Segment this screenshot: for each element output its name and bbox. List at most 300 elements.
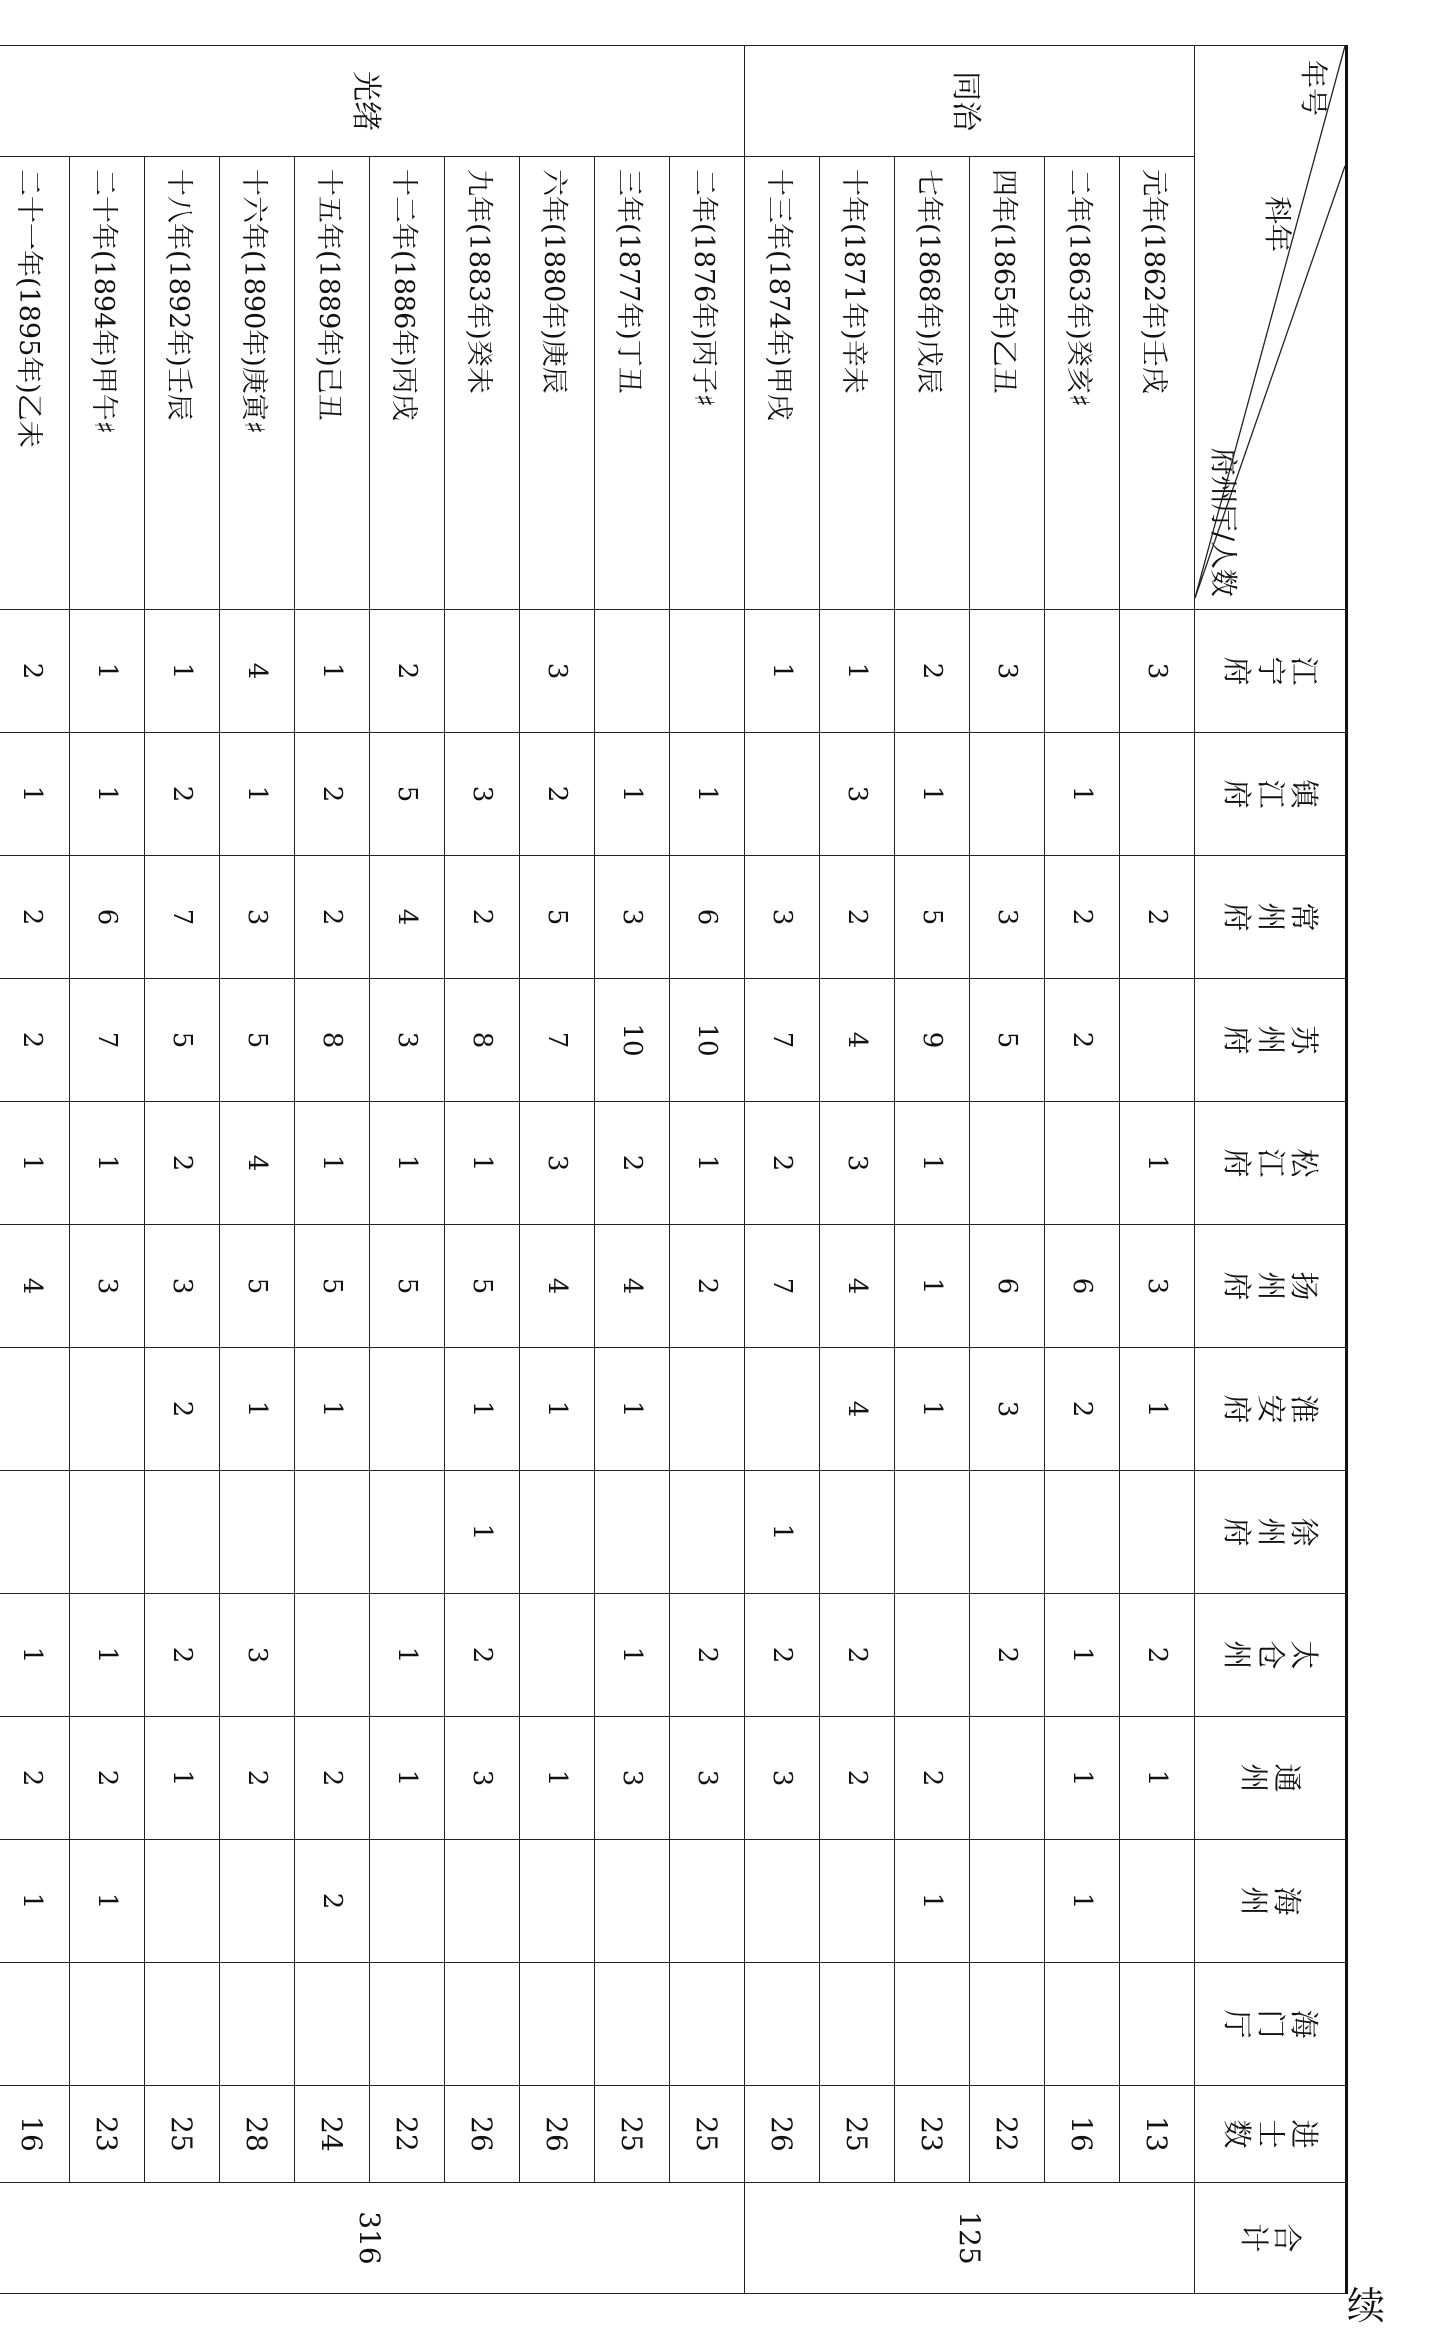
count-cell xyxy=(745,1840,820,1963)
continuation-mark: 续 xyxy=(1347,2284,1386,2328)
count-cell xyxy=(670,610,745,733)
jinshi-count-cell: 26 xyxy=(745,2086,820,2183)
count-cell xyxy=(895,1594,970,1717)
table-row xyxy=(445,46,520,2294)
count-cell: 1 xyxy=(145,1717,220,1840)
count-cell: 1 xyxy=(0,1102,70,1225)
count-cell: 7 xyxy=(70,979,145,1102)
count-cell xyxy=(970,1963,1045,2086)
count-cell: 3 xyxy=(220,1594,295,1717)
count-cell: 1 xyxy=(370,1717,445,1840)
count-cell: 2 xyxy=(295,856,370,979)
table-row xyxy=(745,46,820,2294)
count-cell: 3 xyxy=(820,1102,895,1225)
count-cell: 1 xyxy=(895,733,970,856)
count-cell xyxy=(895,1963,970,2086)
count-cell: 1 xyxy=(520,1348,595,1471)
count-cell: 6 xyxy=(70,856,145,979)
count-cell: 2 xyxy=(1045,856,1120,979)
column-header-11 xyxy=(1195,1963,1347,2086)
count-cell xyxy=(745,1348,820,1471)
count-cell xyxy=(370,1471,445,1594)
column-header-1-char: 镇 xyxy=(1287,779,1322,809)
column-header-3-char: 府 xyxy=(1220,1025,1255,1055)
column-header-6 xyxy=(1195,1348,1347,1471)
table-row xyxy=(295,46,370,2294)
year-cell: 二十年(1894年)甲午♯ xyxy=(70,157,145,610)
column-header-3-char: 州 xyxy=(1253,1025,1288,1055)
era-cell: 光绪 xyxy=(0,46,745,157)
year-cell: 十五年(1889年)己丑 xyxy=(295,157,370,610)
column-header-2-char: 常 xyxy=(1287,902,1322,932)
jinshi-count-cell: 23 xyxy=(895,2086,970,2183)
count-cell: 3 xyxy=(445,1717,520,1840)
count-cell: 1 xyxy=(70,733,145,856)
column-header-9-char: 州 xyxy=(1237,1763,1271,1793)
column-header-5-char: 扬 xyxy=(1287,1271,1322,1301)
count-cell: 2 xyxy=(595,1102,670,1225)
column-header-6-char: 安 xyxy=(1253,1394,1288,1424)
era-cell: 同治 xyxy=(745,46,1195,157)
count-cell xyxy=(370,1840,445,1963)
table-row xyxy=(220,46,295,2294)
count-cell: 1 xyxy=(0,1594,70,1717)
count-cell xyxy=(1120,1963,1195,2086)
column-header-0-char: 府 xyxy=(1220,656,1255,686)
count-cell: 1 xyxy=(745,610,820,733)
count-cell: 1 xyxy=(0,1840,70,1963)
year-cell: 三年(1877年)丁丑 xyxy=(595,157,670,610)
count-cell xyxy=(145,1840,220,1963)
column-header-8-char: 仓 xyxy=(1253,1640,1288,1670)
count-cell xyxy=(820,1840,895,1963)
year-cell: 十六年(1890年)庚寅♯ xyxy=(220,157,295,610)
column-header-8-char: 州 xyxy=(1220,1640,1255,1670)
count-cell: 3 xyxy=(1120,1225,1195,1348)
count-cell: 3 xyxy=(70,1225,145,1348)
count-cell: 2 xyxy=(295,1840,370,1963)
column-header-5 xyxy=(1195,1225,1347,1348)
count-cell: 1 xyxy=(70,1594,145,1717)
count-cell xyxy=(295,1471,370,1594)
count-cell: 6 xyxy=(1045,1225,1120,1348)
count-cell: 3 xyxy=(220,856,295,979)
count-cell: 3 xyxy=(820,733,895,856)
place-header-label: 府州厅/人数 xyxy=(1207,447,1240,597)
column-header-10-char: 海 xyxy=(1270,1886,1305,1916)
count-cell: 2 xyxy=(820,856,895,979)
column-header-8 xyxy=(1195,1594,1347,1717)
count-cell xyxy=(970,1717,1045,1840)
group-total-cell: 316 xyxy=(0,2183,745,2294)
count-cell: 1 xyxy=(595,1348,670,1471)
column-header-11-char: 门 xyxy=(1253,2009,1288,2039)
jinshi-count-cell: 16 xyxy=(0,2086,70,2183)
count-cell: 2 xyxy=(895,610,970,733)
column-header-0-char: 宁 xyxy=(1253,656,1288,686)
column-header-9 xyxy=(1195,1717,1347,1840)
jinshi-count-cell: 16 xyxy=(1045,2086,1120,2183)
count-cell xyxy=(445,1963,520,2086)
table-row xyxy=(0,46,70,2294)
year-cell: 六年(1880年)庚辰 xyxy=(520,157,595,610)
column-header-2-char: 州 xyxy=(1253,902,1288,932)
jinshi-count-header-char: 数 xyxy=(1220,2119,1255,2149)
count-cell: 2 xyxy=(670,1594,745,1717)
year-cell: 元年(1862年)壬戌 xyxy=(1120,157,1195,610)
year-cell: 七年(1868年)戊辰 xyxy=(895,157,970,610)
count-cell: 9 xyxy=(895,979,970,1102)
count-cell: 1 xyxy=(1045,733,1120,856)
count-cell: 2 xyxy=(1045,979,1120,1102)
count-cell: 2 xyxy=(295,1717,370,1840)
count-cell xyxy=(295,1963,370,2086)
table-body xyxy=(0,46,1195,2294)
count-cell xyxy=(970,1102,1045,1225)
count-cell xyxy=(0,1471,70,1594)
year-cell: 十八年(1892年)壬辰 xyxy=(145,157,220,610)
count-cell xyxy=(745,1963,820,2086)
column-header-4-char: 松 xyxy=(1287,1148,1322,1178)
column-header-4-char: 府 xyxy=(1220,1148,1255,1178)
count-cell: 3 xyxy=(445,733,520,856)
count-cell: 3 xyxy=(595,856,670,979)
count-cell: 3 xyxy=(520,610,595,733)
count-cell xyxy=(1045,1963,1120,2086)
count-cell: 2 xyxy=(295,733,370,856)
count-cell: 2 xyxy=(445,856,520,979)
jinshi-count-cell: 25 xyxy=(595,2086,670,2183)
count-cell: 1 xyxy=(1045,1840,1120,1963)
count-cell xyxy=(70,1348,145,1471)
year-cell: 九年(1883年)癸未 xyxy=(445,157,520,610)
count-cell: 1 xyxy=(70,1840,145,1963)
count-cell: 1 xyxy=(1120,1102,1195,1225)
table-header-row xyxy=(1195,46,1347,2294)
count-cell: 3 xyxy=(745,856,820,979)
count-cell xyxy=(70,1471,145,1594)
column-header-7-char: 州 xyxy=(1253,1517,1288,1547)
count-cell: 5 xyxy=(370,1225,445,1348)
era-header-label: 年号 xyxy=(1297,60,1330,117)
table-row xyxy=(1120,46,1195,2294)
jinshi-count-cell: 13 xyxy=(1120,2086,1195,2183)
column-header-11-char: 厅 xyxy=(1220,2009,1255,2039)
group-total-cell: 125 xyxy=(745,2183,1195,2294)
count-cell: 1 xyxy=(595,733,670,856)
count-cell xyxy=(220,1471,295,1594)
table-row xyxy=(145,46,220,2294)
count-cell: 1 xyxy=(1045,1717,1120,1840)
column-header-6-char: 淮 xyxy=(1287,1394,1322,1424)
year-cell: 二年(1876年)丙子♯ xyxy=(670,157,745,610)
count-cell: 2 xyxy=(1045,1348,1120,1471)
column-header-3 xyxy=(1195,979,1347,1102)
count-cell xyxy=(670,1348,745,1471)
table-row xyxy=(70,46,145,2294)
count-cell: 5 xyxy=(145,979,220,1102)
count-cell xyxy=(745,733,820,856)
count-cell: 5 xyxy=(370,733,445,856)
grand-total-header xyxy=(1195,2183,1347,2294)
diagonal-header-cell xyxy=(1195,46,1347,610)
column-header-7 xyxy=(1195,1471,1347,1594)
table-row xyxy=(520,46,595,2294)
count-cell: 7 xyxy=(745,979,820,1102)
count-cell: 7 xyxy=(145,856,220,979)
count-cell xyxy=(595,1840,670,1963)
jinshi-count-cell: 22 xyxy=(970,2086,1045,2183)
count-cell: 1 xyxy=(595,1594,670,1717)
count-cell: 2 xyxy=(820,1594,895,1717)
count-cell xyxy=(520,1963,595,2086)
column-header-11-char: 海 xyxy=(1287,2009,1322,2039)
count-cell xyxy=(670,1963,745,2086)
count-cell: 5 xyxy=(970,979,1045,1102)
count-cell xyxy=(595,610,670,733)
count-cell: 3 xyxy=(745,1717,820,1840)
count-cell: 6 xyxy=(970,1225,1045,1348)
count-cell xyxy=(1120,979,1195,1102)
count-cell: 4 xyxy=(820,1225,895,1348)
count-cell: 1 xyxy=(445,1102,520,1225)
count-cell: 2 xyxy=(895,1717,970,1840)
count-cell: 5 xyxy=(295,1225,370,1348)
column-header-10-char: 州 xyxy=(1237,1886,1271,1916)
count-cell: 2 xyxy=(670,1225,745,1348)
table-row xyxy=(595,46,670,2294)
count-cell: 2 xyxy=(145,1102,220,1225)
count-cell: 5 xyxy=(220,1225,295,1348)
column-header-6-char: 府 xyxy=(1220,1394,1255,1424)
jinshi-count-cell: 23 xyxy=(70,2086,145,2183)
count-cell: 2 xyxy=(70,1717,145,1840)
count-cell xyxy=(970,1471,1045,1594)
count-cell: 5 xyxy=(895,856,970,979)
count-cell xyxy=(220,1840,295,1963)
count-cell xyxy=(595,1963,670,2086)
jinshi-count-header-char: 士 xyxy=(1253,2119,1288,2149)
count-cell: 1 xyxy=(220,1348,295,1471)
count-cell: 1 xyxy=(295,1348,370,1471)
count-cell xyxy=(670,1840,745,1963)
count-cell xyxy=(520,1594,595,1717)
count-cell: 3 xyxy=(595,1717,670,1840)
count-cell: 4 xyxy=(220,610,295,733)
grand-total-header-char: 计 xyxy=(1237,2223,1271,2253)
count-cell xyxy=(445,610,520,733)
count-cell: 2 xyxy=(220,1717,295,1840)
count-cell: 2 xyxy=(370,610,445,733)
count-cell: 2 xyxy=(820,1717,895,1840)
count-cell xyxy=(670,1471,745,1594)
count-cell: 1 xyxy=(670,733,745,856)
count-cell: 7 xyxy=(520,979,595,1102)
count-cell xyxy=(145,1963,220,2086)
count-cell: 1 xyxy=(745,1471,820,1594)
count-cell xyxy=(1120,1840,1195,1963)
column-header-2 xyxy=(1195,856,1347,979)
count-cell: 1 xyxy=(520,1717,595,1840)
table-row xyxy=(820,46,895,2294)
jinshi-count-header xyxy=(1195,2086,1347,2183)
count-cell: 1 xyxy=(145,610,220,733)
table-row xyxy=(670,46,745,2294)
count-cell xyxy=(820,1963,895,2086)
jinshi-count-cell: 22 xyxy=(370,2086,445,2183)
column-header-7-char: 府 xyxy=(1220,1517,1255,1547)
year-cell: 十年(1871年)辛未 xyxy=(820,157,895,610)
count-cell xyxy=(820,1471,895,1594)
count-cell: 1 xyxy=(70,1102,145,1225)
column-header-1-char: 府 xyxy=(1220,779,1255,809)
count-cell: 2 xyxy=(445,1594,520,1717)
count-cell xyxy=(1045,610,1120,733)
count-cell xyxy=(895,1471,970,1594)
count-cell: 1 xyxy=(295,1102,370,1225)
count-cell: 1 xyxy=(220,733,295,856)
count-cell xyxy=(970,733,1045,856)
count-cell: 10 xyxy=(670,979,745,1102)
count-cell: 3 xyxy=(970,856,1045,979)
year-cell: 十二年(1886年)丙戌 xyxy=(370,157,445,610)
count-cell: 2 xyxy=(520,733,595,856)
column-header-0 xyxy=(1195,610,1347,733)
count-cell: 8 xyxy=(445,979,520,1102)
column-header-4 xyxy=(1195,1102,1347,1225)
column-header-2-char: 府 xyxy=(1220,902,1255,932)
count-cell: 7 xyxy=(745,1225,820,1348)
table-row xyxy=(895,46,970,2294)
count-cell xyxy=(295,1594,370,1717)
count-cell xyxy=(520,1471,595,1594)
jinshi-count-cell: 25 xyxy=(145,2086,220,2183)
count-cell: 2 xyxy=(145,733,220,856)
year-cell: 十三年(1874年)甲戌 xyxy=(745,157,820,610)
count-cell: 8 xyxy=(295,979,370,1102)
table-row xyxy=(970,46,1045,2294)
count-cell: 1 xyxy=(1045,1594,1120,1717)
jinshi-count-header-char: 进 xyxy=(1287,2119,1322,2149)
count-cell: 2 xyxy=(145,1348,220,1471)
column-header-1 xyxy=(1195,733,1347,856)
count-cell: 1 xyxy=(370,1102,445,1225)
count-cell: 1 xyxy=(295,610,370,733)
count-cell: 4 xyxy=(820,979,895,1102)
column-header-7-char: 徐 xyxy=(1287,1517,1322,1547)
count-cell: 3 xyxy=(970,610,1045,733)
count-cell: 2 xyxy=(745,1594,820,1717)
count-cell: 4 xyxy=(820,1348,895,1471)
count-cell: 4 xyxy=(595,1225,670,1348)
jinshi-count-cell: 25 xyxy=(670,2086,745,2183)
count-cell: 5 xyxy=(220,979,295,1102)
count-cell: 1 xyxy=(670,1102,745,1225)
column-header-4-char: 江 xyxy=(1253,1148,1288,1178)
count-cell: 4 xyxy=(220,1102,295,1225)
count-cell: 2 xyxy=(1120,1594,1195,1717)
count-cell: 4 xyxy=(520,1225,595,1348)
count-cell: 2 xyxy=(0,610,70,733)
count-cell xyxy=(1120,1471,1195,1594)
year-header-label: 科年 xyxy=(1261,196,1294,253)
count-cell: 3 xyxy=(670,1717,745,1840)
count-cell: 3 xyxy=(370,979,445,1102)
count-cell xyxy=(970,1840,1045,1963)
count-cell: 3 xyxy=(1120,610,1195,733)
jinshi-count-cell: 24 xyxy=(295,2086,370,2183)
table-row xyxy=(370,46,445,2294)
count-cell: 2 xyxy=(0,979,70,1102)
column-header-9-char: 通 xyxy=(1270,1763,1305,1793)
count-cell xyxy=(70,1963,145,2086)
column-header-5-char: 州 xyxy=(1253,1271,1288,1301)
count-cell xyxy=(1120,733,1195,856)
jinshi-count-cell: 26 xyxy=(520,2086,595,2183)
count-cell: 4 xyxy=(370,856,445,979)
jinshi-count-cell: 26 xyxy=(445,2086,520,2183)
count-cell: 1 xyxy=(895,1840,970,1963)
count-cell: 4 xyxy=(0,1225,70,1348)
year-cell: 二十一年(1895年)乙未 xyxy=(0,157,70,610)
count-cell xyxy=(145,1471,220,1594)
column-header-8-char: 太 xyxy=(1287,1640,1322,1670)
column-header-3-char: 苏 xyxy=(1287,1025,1322,1055)
count-cell: 3 xyxy=(970,1348,1045,1471)
count-cell xyxy=(1045,1471,1120,1594)
table-row xyxy=(1045,46,1120,2294)
count-cell xyxy=(220,1963,295,2086)
column-header-1-char: 江 xyxy=(1253,779,1288,809)
count-cell xyxy=(520,1840,595,1963)
count-cell xyxy=(0,1348,70,1471)
count-cell: 1 xyxy=(445,1471,520,1594)
count-cell: 1 xyxy=(820,610,895,733)
jinshi-count-cell: 25 xyxy=(820,2086,895,2183)
count-cell xyxy=(370,1348,445,1471)
count-cell xyxy=(595,1471,670,1594)
column-header-10 xyxy=(1195,1840,1347,1963)
count-cell xyxy=(370,1963,445,2086)
year-cell: 四年(1865年)乙丑 xyxy=(970,157,1045,610)
jinshi-count-cell: 28 xyxy=(220,2086,295,2183)
count-cell: 10 xyxy=(595,979,670,1102)
count-cell: 1 xyxy=(370,1594,445,1717)
count-cell: 1 xyxy=(895,1225,970,1348)
count-cell: 3 xyxy=(145,1225,220,1348)
count-cell: 2 xyxy=(0,1717,70,1840)
count-cell: 5 xyxy=(520,856,595,979)
count-cell: 1 xyxy=(0,733,70,856)
count-cell: 1 xyxy=(895,1348,970,1471)
count-cell: 1 xyxy=(70,610,145,733)
year-cell: 二年(1863年)癸亥♯ xyxy=(1045,157,1120,610)
count-cell: 1 xyxy=(895,1102,970,1225)
count-cell: 3 xyxy=(520,1102,595,1225)
count-cell: 2 xyxy=(0,856,70,979)
count-cell: 1 xyxy=(1120,1348,1195,1471)
count-cell: 6 xyxy=(670,856,745,979)
count-cell: 2 xyxy=(1120,856,1195,979)
column-header-0-char: 江 xyxy=(1287,656,1322,686)
jinshi-table xyxy=(0,45,1348,2294)
count-cell: 2 xyxy=(970,1594,1045,1717)
count-cell: 2 xyxy=(145,1594,220,1717)
count-cell: 1 xyxy=(1120,1717,1195,1840)
count-cell: 2 xyxy=(745,1102,820,1225)
column-header-5-char: 府 xyxy=(1220,1271,1255,1301)
count-cell xyxy=(445,1840,520,1963)
